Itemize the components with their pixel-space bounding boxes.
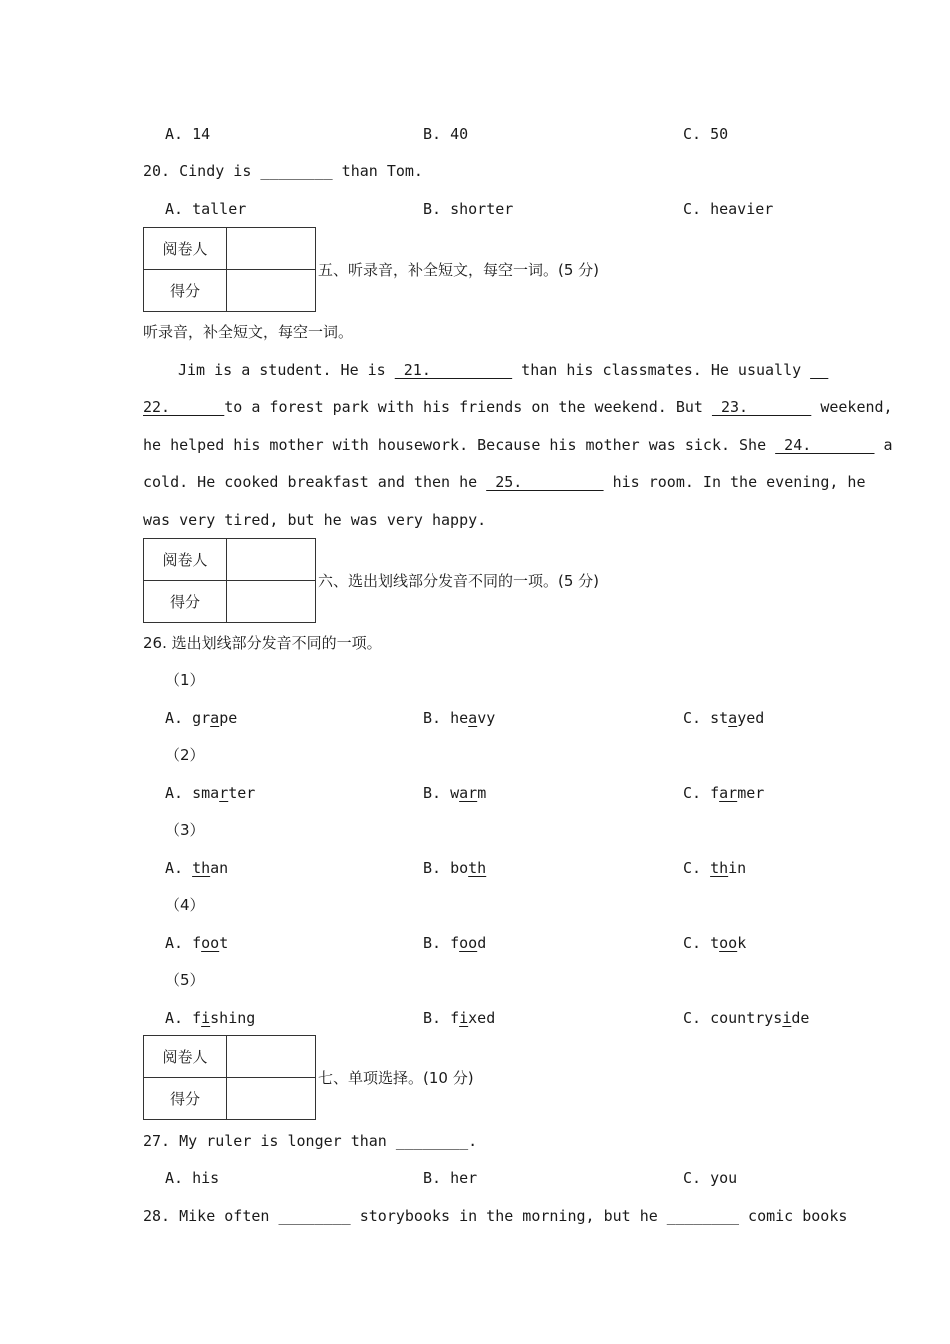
option-text: B. he xyxy=(423,709,469,727)
passage-text: than his classmates. He usually xyxy=(512,361,811,379)
option-text: C. t xyxy=(683,934,720,952)
q19-option-b: B. 40 xyxy=(423,125,469,143)
blank-24: 24. xyxy=(775,436,875,454)
underlined-letters: oo xyxy=(719,934,738,952)
q20-option-b: B. shorter xyxy=(423,200,514,218)
option-text: xed xyxy=(468,1009,496,1027)
q26-group-option-b xyxy=(423,933,486,953)
blank-22-start: __ xyxy=(810,361,829,379)
q26-group-option-b xyxy=(423,858,486,878)
q27-option-a: A. his xyxy=(165,1169,220,1187)
q19-option-c: C. 50 xyxy=(683,125,729,143)
q20-option-a: A. taller xyxy=(165,200,247,218)
section7-title: 七、单项选择。(10 分) xyxy=(318,1069,474,1087)
underlined-letters: a xyxy=(728,709,738,727)
reviewer-label: 阅卷人 xyxy=(144,539,227,581)
score-label: 得分 xyxy=(144,1078,227,1120)
q26-group-option-c xyxy=(683,933,746,953)
q26-group-number: （5） xyxy=(165,971,205,989)
section5-title: 五、听录音，补全短文，每空一词。(5 分) xyxy=(318,261,600,279)
score-label: 得分 xyxy=(144,581,227,623)
q26-group-number: （4） xyxy=(165,896,205,914)
q26-group-option-a xyxy=(165,783,255,803)
option-text: C. f xyxy=(683,784,720,802)
q26-group-option-c xyxy=(683,783,764,803)
q20-option-c: C. heavier xyxy=(683,200,774,218)
option-text: B. w xyxy=(423,784,460,802)
option-text: B. f xyxy=(423,934,460,952)
reviewer-cell xyxy=(227,1036,316,1078)
q26-group-number: （2） xyxy=(165,746,205,764)
underlined-letters: ar xyxy=(719,784,738,802)
underlined-letters: a xyxy=(468,709,478,727)
passage-line-4 xyxy=(143,472,865,492)
score-cell xyxy=(227,1078,316,1120)
score-label: 得分 xyxy=(144,270,227,312)
passage-text: cold. He cooked breakfast and then he xyxy=(143,473,487,491)
passage-text: he helped his mother with housework. Because his mother was sick. She xyxy=(143,436,776,454)
q27-stem: 27. My ruler is longer than ________. xyxy=(143,1132,478,1150)
underlined-letters: i xyxy=(201,1009,211,1027)
option-text: mer xyxy=(737,784,765,802)
option-text: an xyxy=(210,859,229,877)
underlined-letters: oo xyxy=(459,934,478,952)
score-box-section6 xyxy=(143,538,316,623)
option-text: k xyxy=(737,934,747,952)
reviewer-label: 阅卷人 xyxy=(144,228,227,270)
passage-line-3 xyxy=(143,435,893,455)
passage-line-1 xyxy=(178,360,828,380)
passage-line-5: was very tired, but he was very happy. xyxy=(143,511,487,529)
underlined-letters: th xyxy=(192,859,211,877)
q26-stem: 26. 选出划线部分发音不同的一项。 xyxy=(143,634,382,652)
q19-option-a: A. 14 xyxy=(165,125,211,143)
q26-group-option-b xyxy=(423,708,495,728)
option-text: C. st xyxy=(683,709,729,727)
blank-21: 21. xyxy=(394,361,513,379)
option-text: m xyxy=(477,784,487,802)
underlined-letters: r xyxy=(219,784,229,802)
q20-stem: 20. Cindy is ________ than Tom. xyxy=(143,162,423,180)
option-text: t xyxy=(219,934,229,952)
option-text: A. sma xyxy=(165,784,220,802)
underlined-letters: ar xyxy=(459,784,478,802)
q26-group-option-c xyxy=(683,858,746,878)
q26-group-option-b xyxy=(423,1008,495,1028)
passage-text: a xyxy=(874,436,893,454)
underlined-letters: th xyxy=(468,859,487,877)
option-text: A. f xyxy=(165,1009,202,1027)
option-text: A. f xyxy=(165,934,202,952)
underlined-letters: th xyxy=(710,859,729,877)
underlined-letters: i xyxy=(459,1009,469,1027)
passage-line-2 xyxy=(143,397,893,417)
passage-text: weekend, xyxy=(811,398,893,416)
q26-group-number: （1） xyxy=(165,671,205,689)
q28-stem: 28. Mike often ________ storybooks in the morning, but he ________ comic books xyxy=(143,1207,848,1225)
underlined-letters: a xyxy=(210,709,220,727)
option-text: d xyxy=(477,934,487,952)
passage-text: Jim is a student. He is xyxy=(178,361,395,379)
score-box-section7 xyxy=(143,1035,316,1120)
blank-23: 23. xyxy=(711,398,812,416)
score-cell xyxy=(227,581,316,623)
q26-group-option-c xyxy=(683,708,764,728)
q27-option-c: C. you xyxy=(683,1169,738,1187)
score-cell xyxy=(227,270,316,312)
option-text: shing xyxy=(210,1009,256,1027)
reviewer-cell xyxy=(227,539,316,581)
option-text: vy xyxy=(477,709,496,727)
option-text: pe xyxy=(219,709,238,727)
passage-text: to a forest park with his friends on the weekend. But xyxy=(224,398,712,416)
option-text: ter xyxy=(228,784,256,802)
q26-group-number: （3） xyxy=(165,821,205,839)
q26-group-option-a xyxy=(165,933,228,953)
option-text: de xyxy=(791,1009,810,1027)
score-box-section5 xyxy=(143,227,316,312)
q26-group-option-c xyxy=(683,1008,809,1028)
section6-title: 六、选出划线部分发音不同的一项。(5 分) xyxy=(318,572,600,590)
blank-25: 25. xyxy=(486,473,604,491)
option-text: A. gr xyxy=(165,709,211,727)
q27-option-b: B. her xyxy=(423,1169,478,1187)
reviewer-cell xyxy=(227,228,316,270)
underlined-letters: oo xyxy=(201,934,220,952)
option-text: B. bo xyxy=(423,859,469,877)
option-text: in xyxy=(728,859,747,877)
option-text: C. countrys xyxy=(683,1009,783,1027)
option-text: C. xyxy=(683,859,711,877)
option-text: B. f xyxy=(423,1009,460,1027)
q26-group-option-b xyxy=(423,783,486,803)
q26-group-option-a xyxy=(165,708,237,728)
q26-group-option-a xyxy=(165,858,228,878)
blank-22: 22. xyxy=(143,398,225,416)
passage-text: his room. In the evening, he xyxy=(603,473,866,491)
reviewer-label: 阅卷人 xyxy=(144,1036,227,1078)
option-text: yed xyxy=(737,709,765,727)
section5-instruction: 听录音，补全短文，每空一词。 xyxy=(143,323,354,341)
underlined-letters: i xyxy=(782,1009,792,1027)
option-text: A. xyxy=(165,859,193,877)
q26-group-option-a xyxy=(165,1008,255,1028)
